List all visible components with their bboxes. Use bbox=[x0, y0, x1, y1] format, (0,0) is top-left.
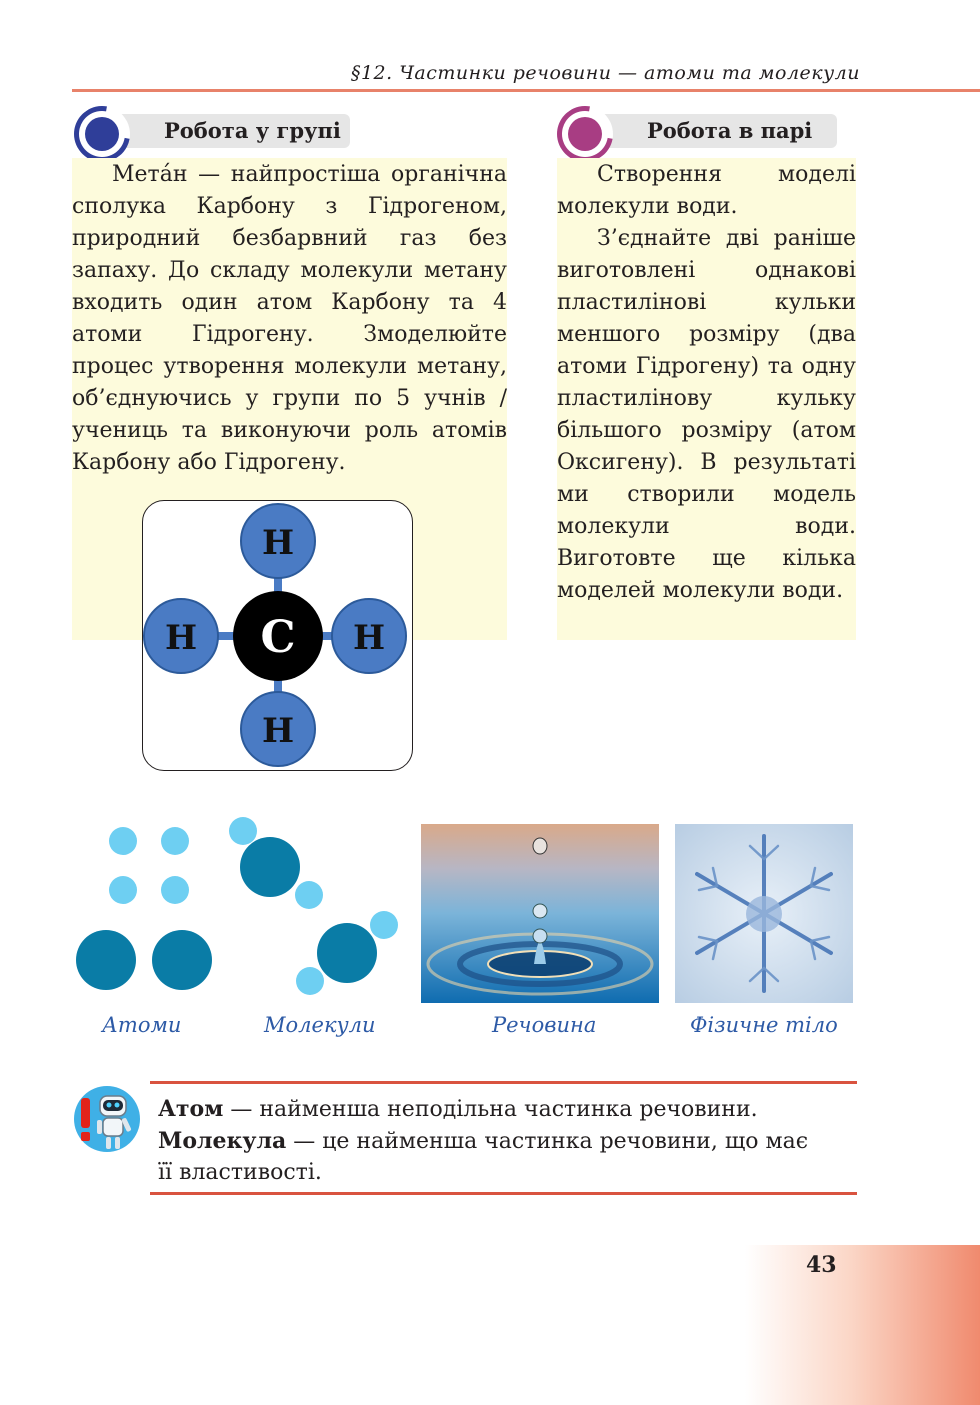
pair-work-label: Робота в парі bbox=[585, 114, 837, 148]
svg-text:H: H bbox=[164, 618, 198, 658]
definition-molecule-cont: її властивості. bbox=[158, 1160, 322, 1185]
hydrogen-atom-left bbox=[144, 599, 218, 673]
group-work-dot-icon bbox=[85, 117, 119, 151]
group-work-badge bbox=[74, 112, 350, 148]
header-rule bbox=[72, 89, 980, 92]
caption-substance: Речовина bbox=[492, 1013, 597, 1037]
page-number: 43 bbox=[806, 1252, 837, 1278]
definition-atom bbox=[158, 1093, 758, 1126]
pair-work-badge bbox=[557, 112, 837, 148]
molecules-illustration bbox=[225, 815, 405, 995]
svg-text:C: C bbox=[260, 612, 296, 663]
group-work-text: Мета́н — найпростіша органічна сполука Карбону з Гідрогеном, природний безбарвний газ без запаху. До складу молекули метану входить один атом Карбону та 4 атоми Гідрогену. Змоделюйте процес утворення молекули метану, об’єднуючись у групи по 5 учнів / учениць та виконуючи роль атомів Карбону або Гідрогену. bbox=[72, 162, 507, 475]
running-header: §12. Частинки речовини — атоми та молекули bbox=[350, 62, 860, 84]
methane-model bbox=[142, 500, 413, 771]
snowflake-image bbox=[675, 824, 853, 1003]
molecule-definition-text: — це найменша частинка речовини, що має bbox=[286, 1129, 809, 1154]
pair-work-text-1: Створення моделі молекули води. bbox=[557, 162, 856, 219]
pair-work-box bbox=[557, 158, 856, 640]
atom-definition-text: — найменша неподільна частинка речовини. bbox=[223, 1097, 758, 1122]
page-corner-band bbox=[745, 1245, 980, 1405]
caption-atoms: Атоми bbox=[102, 1013, 182, 1037]
term-atom: Атом bbox=[158, 1096, 224, 1122]
svg-text:H: H bbox=[352, 618, 386, 658]
robot-icon bbox=[72, 1084, 142, 1154]
caption-physical-body: Фізичне тіло bbox=[690, 1013, 838, 1037]
hydrogen-atom-bottom bbox=[241, 692, 315, 766]
hydrogen-atom-top bbox=[241, 504, 315, 578]
pair-work-text-2: З’єднайте дві раніше виготовлені однакові пластилінові кульки меншого розміру (два атоми Гідрогену) та одну пластилінову кульку більшого розміру (атом Оксигену). В результаті ми створили модель молекули води. Виготовте ще кілька моделей молекули води. bbox=[557, 226, 856, 603]
pair-work-dot-icon bbox=[568, 117, 602, 151]
definition-top-rule bbox=[150, 1081, 857, 1084]
atoms-illustration bbox=[72, 815, 222, 995]
hydrogen-atom-right bbox=[332, 599, 406, 673]
group-work-label: Робота у групі bbox=[102, 114, 350, 148]
svg-text:H: H bbox=[261, 711, 295, 751]
caption-molecules: Молекули bbox=[264, 1013, 376, 1037]
term-molecule: Молекула bbox=[158, 1128, 287, 1154]
definition-molecule bbox=[158, 1125, 808, 1158]
methane-diagram bbox=[143, 501, 414, 772]
definition-bottom-rule bbox=[150, 1192, 857, 1195]
svg-text:H: H bbox=[261, 523, 295, 563]
water-drop-image bbox=[421, 824, 659, 1003]
carbon-atom bbox=[233, 591, 323, 681]
